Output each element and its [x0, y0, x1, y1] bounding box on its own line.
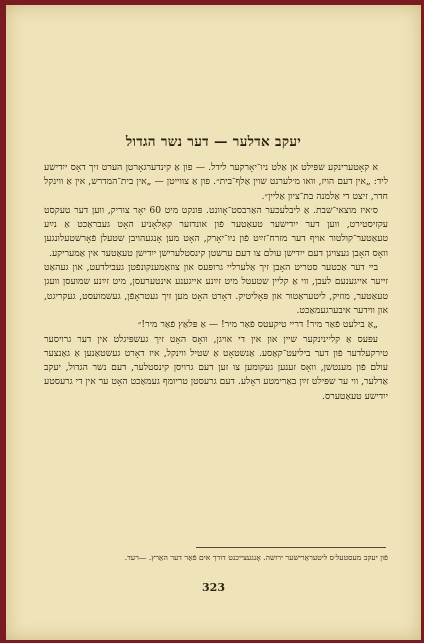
book-page — [6, 5, 421, 640]
chapter-title: יעקב אדלער — דער נשר הגדול — [125, 134, 302, 150]
paragraph: ס׳איז מוצאי־שבת. אַ ליבלעכער האַרבסט־אָוונט. פּונקט מיט 60 יאָר צוריק, ווען דער טעקסט עקזיסטירט, ווען דער ייִדישער טעאַטער פֿון אונדזער קאָלאָניע האָט געבראַכט אַ נײַע טעאַטער־קולטור אויף דער מזרח־זײַט פֿון ניו־יאָרק, האָט מען אָנגעהויבן שטעלן פֿאָרשטעלונגען וואָס האָבן געצויגן דעם ייִדישן עולם צו דעם ערשטן קינסטלערישן ייִדישן טעאַטער אין אַמעריקע. — [44, 204, 388, 259]
paragraph: א קאָטערינקע שפּילט אן אַלט ניו־יאָרקער לידל. — פון אַ קינדערגאָרטן הערט זיך דאָס ייִדישע ליד: „אין דעם הויז, וואו מ׳לערנט שוין אַלף־בית״. פון אַ צווייטן — „אין בית־המדרש, אין אַ ווינקל חדר, זיצט די אַלמנה בת־ציון אַליין״. — [44, 162, 388, 202]
page-number: 323 — [202, 581, 225, 594]
paragraph: ביי דער אַכטער סטריט האָבן זיך אַלערליי גרופּעס און צוזאַמענקונפֿטן געבילדעט, און געהאַט זייער אייגענעם לעבן, ווי אַ קליין שטעטל מיט זײַנע אייגענע אינטערעסן, מיט זײַנע שמועסן וועגן טעאַטער, מוזיק, ליטעראַטור און פּאָליטיק. דאָרט האָט מען זיך געטראָפֿן, געשמועסט, געקריגט, און ווידער איבערגעמאַכט. — [44, 262, 388, 316]
body-text — [44, 161, 388, 404]
page-border — [2, 2, 422, 641]
footnote-rule — [196, 547, 386, 548]
paragraph: „אַ בילעט פֿאַר מיר! דריי טיקעטס פֿאַר מיר! — אַ פּלאַץ פֿאַר מיר!״ — [137, 319, 378, 331]
footnote: פֿון יעקב מעסטעל׳ס ליטעראַרישער ירושה. אָנגעצייכנט דורך אים פֿאַר דער האַרץ. —רעד. — [124, 553, 388, 562]
paragraph: עפּעס אַ קליינינקער שיין און אין די אויגן, וואָס האָט זיך געשפּיגלט אין דער גרויסער טירקעלדער פֿון דער ביליעט־קאַסע. אַנשטאָט אַ שטיל ווינקל, איז דאָרט געשטאַנען אַ גאַנצער עולם פֿון מענטשן, וואָס זענען געקומען צו זען דעם גרויסן קינסטלער, דעם נשר הגדול, יעקב אַדלער, ווי ער שפּילט זײַן באַרימטע ראָלע. דעם גרעסטן טריומף געמאַכט האָט ער אין די גרעסטע ייִדישע טעאַטערס. — [44, 333, 388, 402]
